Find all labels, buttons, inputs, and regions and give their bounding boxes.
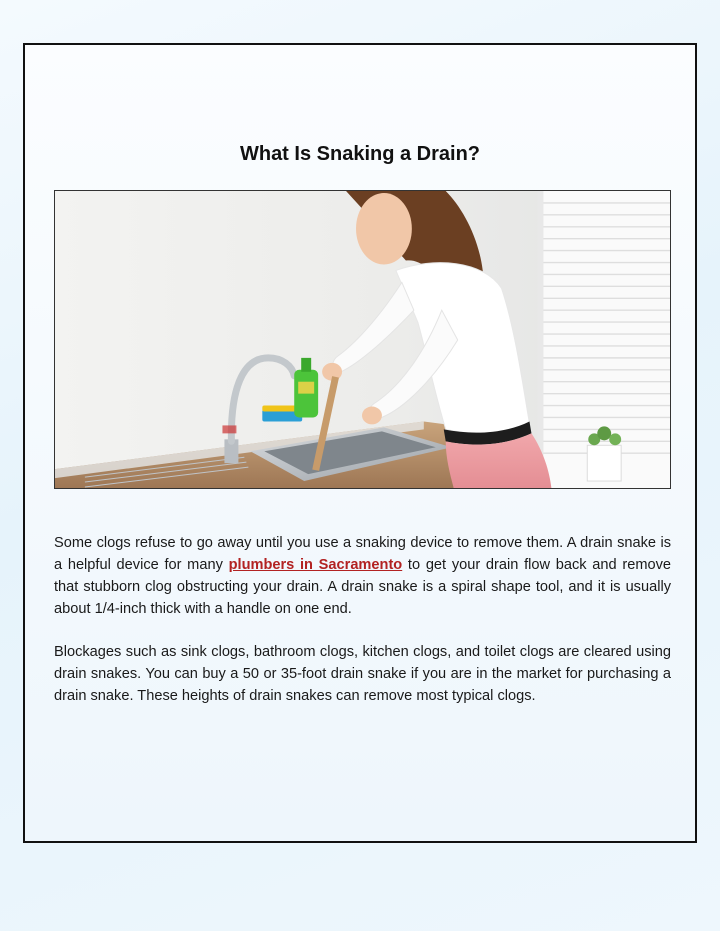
hero-photo — [54, 190, 671, 489]
intro-text-before: Some clogs refuse to go away until you use a snaking device to remove them. A drain snake is a helpful device for many — [54, 535, 671, 573]
document-page — [23, 43, 697, 843]
kitchen-sink-illustration — [55, 191, 670, 488]
intro-paragraph — [54, 532, 671, 620]
intro-text-after: to get your drain flow back and remove that stubborn clog obstructing your drain. A drain snake is a spiral shape tool, and it is usually about 1/4-inch thick with a handle on one end. — [54, 557, 672, 617]
page-title: What Is Snaking a Drain? — [239, 143, 481, 165]
plumbers-sacramento-link[interactable]: plumbers in Sacramento — [228, 557, 403, 573]
blockages-paragraph: Blockages such as sink clogs, bathroom clogs, kitchen clogs, and toilet clogs are cleared using drain snakes. You can buy a 50 or 35-foot drain snake if you are in the market for purchasing a drain snake. These heights of drain snakes can remove most typical clogs. — [54, 644, 671, 704]
